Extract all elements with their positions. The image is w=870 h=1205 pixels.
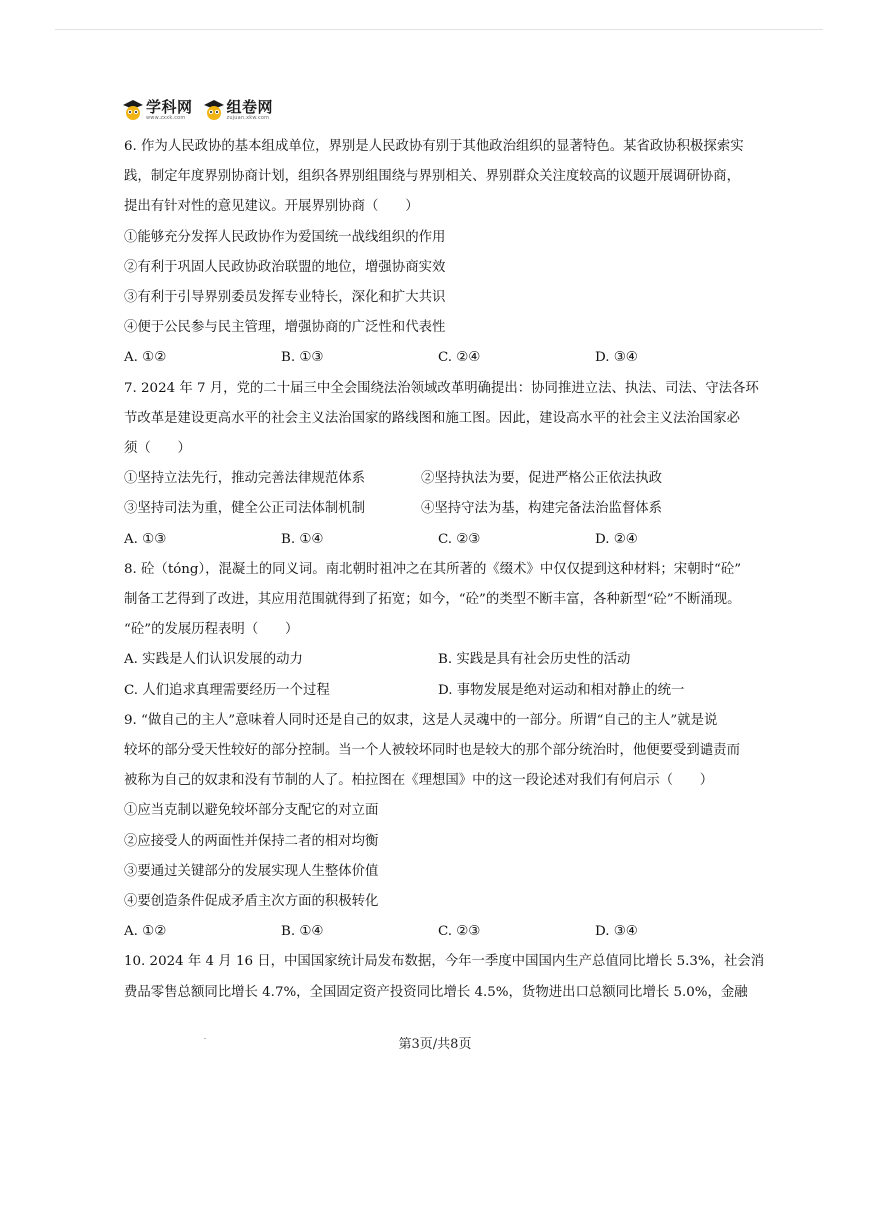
option-d[interactable]: D. ③④ (595, 350, 638, 366)
option-c[interactable]: C. 人们追求真理需要经历一个过程 (124, 682, 330, 698)
option-c[interactable]: C. ②③ (438, 924, 481, 940)
statement-item: ②坚持执法为要，促进严格公正依法执政 (421, 471, 663, 487)
statement-item: ②有利于巩固人民政协政治联盟的地位，增强协商实效 (124, 259, 446, 275)
question-stem-line: 8. 砼（tóng），混凝土的同义词。南北朝时祖冲之在其所著的《缀术》中仅仅提到这种材料；宋朝时“砼” (124, 561, 742, 577)
statement-item: ①应当克制以避免较坏部分支配它的对立面 (124, 803, 379, 819)
question-10 (124, 947, 770, 1007)
answer-options (124, 917, 770, 947)
option-a[interactable]: A. ①③ (124, 531, 167, 547)
page-number: 第3页/共8页 (398, 1037, 472, 1052)
option-d[interactable]: D. ②④ (595, 531, 638, 547)
answer-options (124, 676, 770, 706)
answer-options (124, 343, 770, 373)
question-stem-line: 费品零售总额同比增长 4.7%，全国固定资产投资同比增长 4.5%，货物进出口总额同比增长 5.0%，金融 (124, 984, 748, 1000)
header-rule (55, 29, 823, 30)
statement-item: ③坚持司法为重，健全公正司法体制机制 (124, 501, 366, 517)
statement-row (124, 464, 770, 494)
question-stem-line: 践，制定年度界别协商计划，组织各界别组围绕与界别相关、界别群众关注度较高的议题开展调研协商， (124, 169, 740, 185)
question-9 (124, 706, 770, 948)
question-6 (124, 132, 770, 374)
option-b[interactable]: B. ①④ (281, 531, 324, 547)
question-stem-line: “砼”的发展历程表明（ ） (124, 622, 299, 638)
option-a[interactable]: A. ①② (124, 924, 167, 940)
header-logos (122, 98, 283, 122)
graduate-owl-icon (122, 99, 144, 121)
question-8 (124, 555, 770, 706)
question-stem-line: 制备工艺得到了改进，其应用范围就得到了拓宽；如今，“砼”的类型不断丰富，各种新型“砼”不断涌现。 (124, 592, 741, 608)
option-a[interactable]: A. 实践是人们认识发展的动力 (124, 652, 303, 668)
graduate-owl-icon (203, 99, 225, 121)
answer-options (124, 525, 770, 555)
question-stem-line: 9. “做自己的主人”意味着人同时还是自己的奴隶，这是人灵魂中的一部分。所谓“自己的主人”就是说 (124, 712, 718, 728)
logo-url: zujuan.xkw.com (226, 114, 270, 121)
option-b[interactable]: B. ①④ (281, 924, 324, 940)
option-d[interactable]: D. ③④ (595, 924, 638, 940)
logo-name: 组卷网 (226, 97, 274, 116)
option-b[interactable]: B. 实践是具有社会历史性的活动 (438, 652, 631, 668)
statement-item: ②应接受人的两面性并保持二者的相对均衡 (124, 833, 379, 849)
question-stem-line: 须（ ） (124, 441, 191, 457)
question-stem-line: 较坏的部分受天性较好的部分控制。当一个人被较坏同时也是较大的那个部分统治时，他便要受到谴责而 (124, 743, 740, 759)
zujuanwang-logo (203, 99, 274, 121)
statement-item: ④要创造条件促成矛盾主次方面的积极转化 (124, 894, 379, 910)
question-stem-line: 6. 作为人民政协的基本组成单位，界别是人民政协有别于其他政治组织的显著特色。某省政协积极探索实 (124, 139, 744, 154)
question-7 (124, 374, 770, 555)
option-a[interactable]: A. ①② (124, 350, 167, 366)
option-c[interactable]: C. ②③ (438, 531, 481, 547)
statement-item: ①能够充分发挥人民政协作为爱国统一战线组织的作用 (124, 229, 446, 245)
question-stem-line: 7. 2024 年 7 月，党的二十届三中全会围绕法治领域改革明确提出：协同推进立法、执法、司法、守法各环 (124, 380, 759, 396)
statement-item: ④便于公民参与民主管理，增强协商的广泛性和代表性 (124, 320, 446, 336)
option-c[interactable]: C. ②④ (438, 350, 481, 366)
question-stem-line: 节改革是建设更高水平的社会主义法治国家的路线图和施工图。因此，建设高水平的社会主义法治国家必 (124, 410, 740, 426)
statement-item: ③有利于引导界别委员发挥专业特长，深化和扩大共识 (124, 290, 446, 306)
answer-options (124, 645, 770, 675)
exam-content (124, 132, 770, 1008)
option-d[interactable]: D. 事物发展是绝对运动和相对静止的统一 (438, 682, 685, 698)
statement-item: ③要通过关键部分的发展实现人生整体价值 (124, 863, 379, 879)
question-stem-line: 被称为自己的奴隶和没有节制的人了。柏拉图在《理想国》中的这一段论述对我们有何启示（ ） (124, 773, 714, 789)
logo-name: 学科网 (146, 97, 193, 116)
xuekewang-logo (122, 99, 193, 121)
statement-item: ④坚持守法为基，构建完备法治监督体系 (421, 501, 663, 517)
option-b[interactable]: B. ①③ (281, 350, 324, 366)
question-stem-line: 10. 2024 年 4 月 16 日，中国国家统计局发布数据，今年一季度中国国内生产总值同比增长 5.3%，社会消 (124, 954, 765, 970)
statement-item: ①坚持立法先行，推动完善法律规范体系 (124, 471, 366, 487)
statement-row (124, 494, 770, 524)
question-stem-line: 提出有针对性的意见建议。开展界别协商（ ） (124, 199, 419, 215)
logo-url: www.zxxk.com (146, 114, 186, 121)
